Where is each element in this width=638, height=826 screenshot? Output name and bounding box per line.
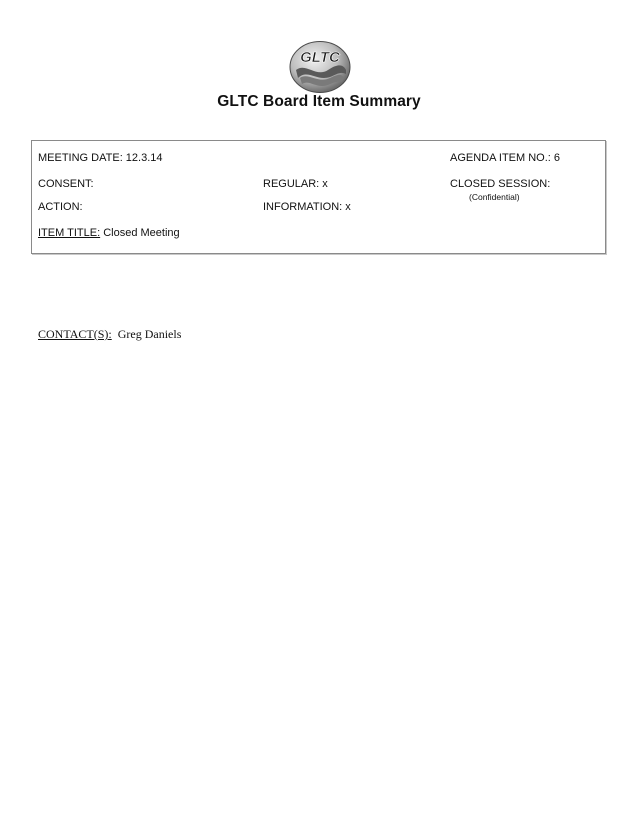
meeting-date: MEETING DATE: 12.3.14	[38, 152, 163, 164]
item-title-label: ITEM TITLE:	[38, 227, 101, 239]
summary-box	[31, 140, 606, 254]
information-field: INFORMATION: x	[263, 201, 351, 213]
contact-value: Greg Daniels	[111, 327, 182, 341]
contact-label: CONTACT(S):	[38, 327, 112, 341]
gltc-logo-icon	[288, 40, 352, 94]
closed-session-field: CLOSED SESSION:	[450, 178, 551, 190]
confidential-note: (Confidential)	[469, 192, 520, 202]
agenda-item-number: AGENDA ITEM NO.: 6	[450, 152, 561, 164]
action-field: ACTION:	[38, 201, 83, 213]
regular-field: REGULAR: x	[263, 178, 328, 190]
item-title-value: Closed Meeting	[100, 227, 180, 239]
consent-field: CONSENT:	[38, 178, 94, 190]
contact-line	[38, 327, 181, 342]
svg-text:GLTC: GLTC	[300, 49, 340, 66]
document-title: GLTC Board Item Summary	[217, 93, 421, 110]
item-title	[38, 227, 180, 239]
